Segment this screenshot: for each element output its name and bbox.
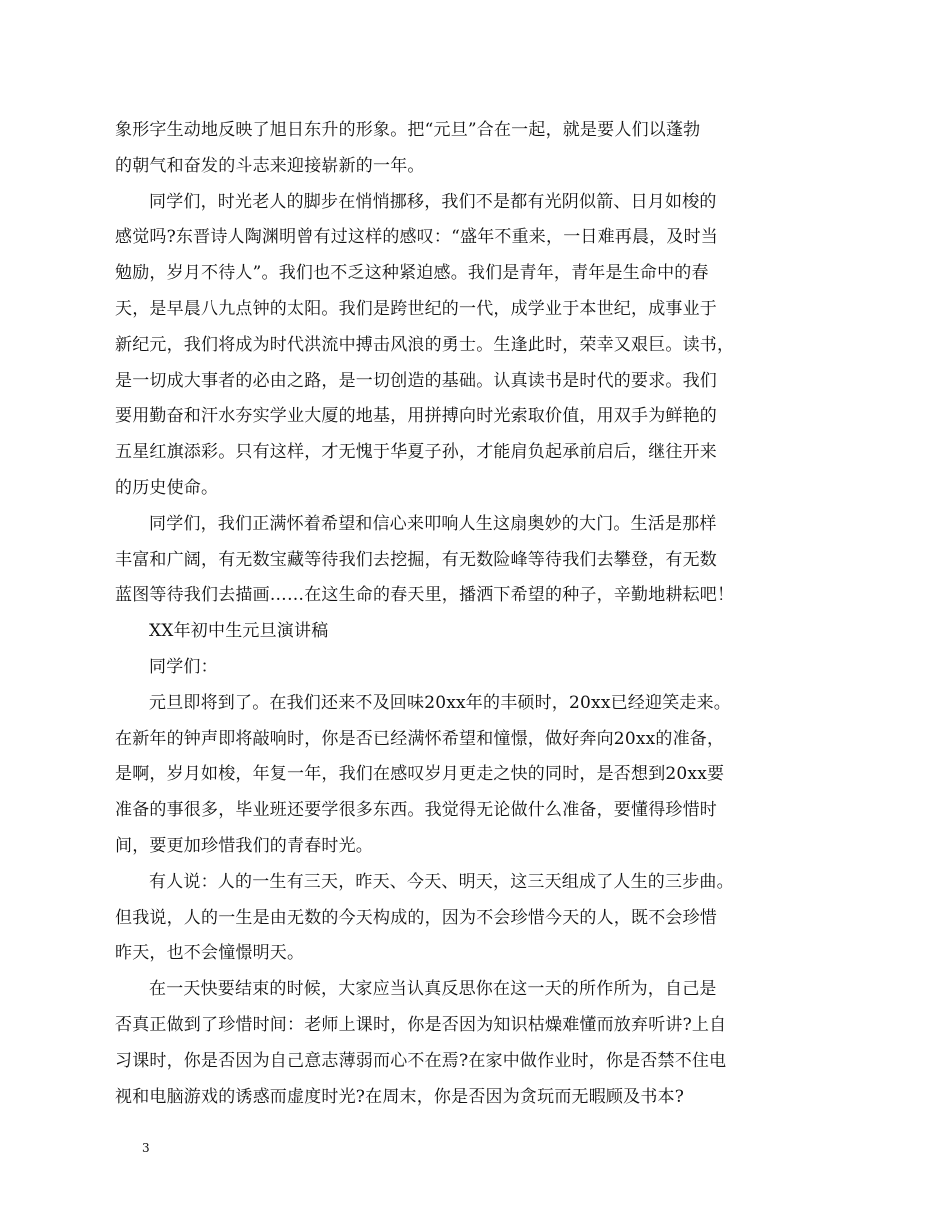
text-line: 的历史使命。 bbox=[115, 477, 219, 498]
page-number: 3 bbox=[142, 1141, 150, 1155]
text-line: 天，是早晨八九点钟的太阳。我们是跨世纪的一代，成学业于本世纪，成事业于 bbox=[115, 298, 717, 319]
text-line: 同学们，我们正满怀着希望和信心来叩响人生这扇奥妙的大门。生活是那样 bbox=[149, 513, 717, 534]
text-line: 同学们，时光老人的脚步在悄悄挪移，我们不是都有光阴似箭、日月如梭的 bbox=[149, 191, 717, 212]
text-line: 要用勤奋和汗水夯实学业大厦的地基，用拼搏向时光索取价值，用双手为鲜艳的 bbox=[115, 406, 717, 427]
text-line: 是啊，岁月如梭，年复一年，我们在感叹岁月更走之快的同时，是否想到20xx要 bbox=[115, 764, 725, 785]
text-line: 但我说，人的一生是由无数的今天构成的，因为不会珍惜今天的人，既不会珍惜 bbox=[115, 907, 717, 928]
text-line: 在新年的钟声即将敲响时，你是否已经满怀希望和憧憬，做好奔向20xx的准备， bbox=[115, 728, 725, 749]
text-line: 象形字生动地反映了旭日东升的形象。把“元旦”合在一起，就是要人们以蓬勃 bbox=[115, 120, 701, 140]
text-line: 的朝气和奋发的斗志来迎接崭新的一年。 bbox=[115, 155, 425, 176]
text-line: 丰富和广阔，有无数宝藏等待我们去挖掘，有无数险峰等待我们去攀登，有无数 bbox=[115, 549, 717, 570]
salutation: 同学们： bbox=[149, 656, 218, 677]
text-line: 五星红旗添彩。只有这样，才无愧于华夏子孙，才能肩负起承前启后，继往开来 bbox=[115, 442, 717, 463]
text-line: 昨天，也不会憧憬明天。 bbox=[115, 943, 305, 964]
text-line: 是一切成大事者的必由之路，是一切创造的基础。认真读书是时代的要求。我们 bbox=[115, 370, 717, 391]
text-line: 间，要更加珍惜我们的青春时光。 bbox=[115, 835, 373, 856]
text-line: 勉励，岁月不待人”。我们也不乏这种紧迫感。我们是青年，青年是生命中的春 bbox=[115, 263, 709, 284]
document-body bbox=[115, 113, 831, 1115]
text-line: 新纪元，我们将成为时代洪流中搏击风浪的勇士。生逢此时，荣幸又艰巨。读书， bbox=[115, 334, 735, 355]
text-line: 准备的事很多，毕业班还要学很多东西。我觉得无论做什么准备，要懂得珍惜时 bbox=[115, 800, 717, 821]
section-heading: XX年初中生元旦演讲稿 bbox=[149, 621, 329, 642]
text-line: 感觉吗?东晋诗人陶渊明曾有过这样的感叹：“盛年不重来，一日难再晨，及时当 bbox=[115, 227, 719, 248]
text-line: 有人说：人的一生有三天，昨天、今天、明天，这三天组成了人生的三步曲。 bbox=[149, 871, 734, 892]
text-line: 否真正做到了珍惜时间：老师上课时，你是否因为知识枯燥难懂而放弃听讲?上自 bbox=[115, 1014, 727, 1035]
text-line: 视和电脑游戏的诱惑而虚度时光?在周末，你是否因为贪玩而无暇顾及书本? bbox=[115, 1086, 685, 1107]
text-line: 在一天快要结束的时候，大家应当认真反思你在这一天的所作所为，自己是 bbox=[149, 979, 717, 1000]
text-line: 蓝图等待我们去描画……在这生命的春天里，播洒下希望的种子，辛勤地耕耘吧！ bbox=[115, 585, 735, 606]
text-line: 习课时，你是否因为自己意志薄弱而心不在焉?在家中做作业时，你是否禁不住电 bbox=[115, 1050, 727, 1071]
text-line: 元旦即将到了。在我们还来不及回味20xx年的丰硕时，20xx已经迎笑走来。 bbox=[149, 692, 732, 713]
